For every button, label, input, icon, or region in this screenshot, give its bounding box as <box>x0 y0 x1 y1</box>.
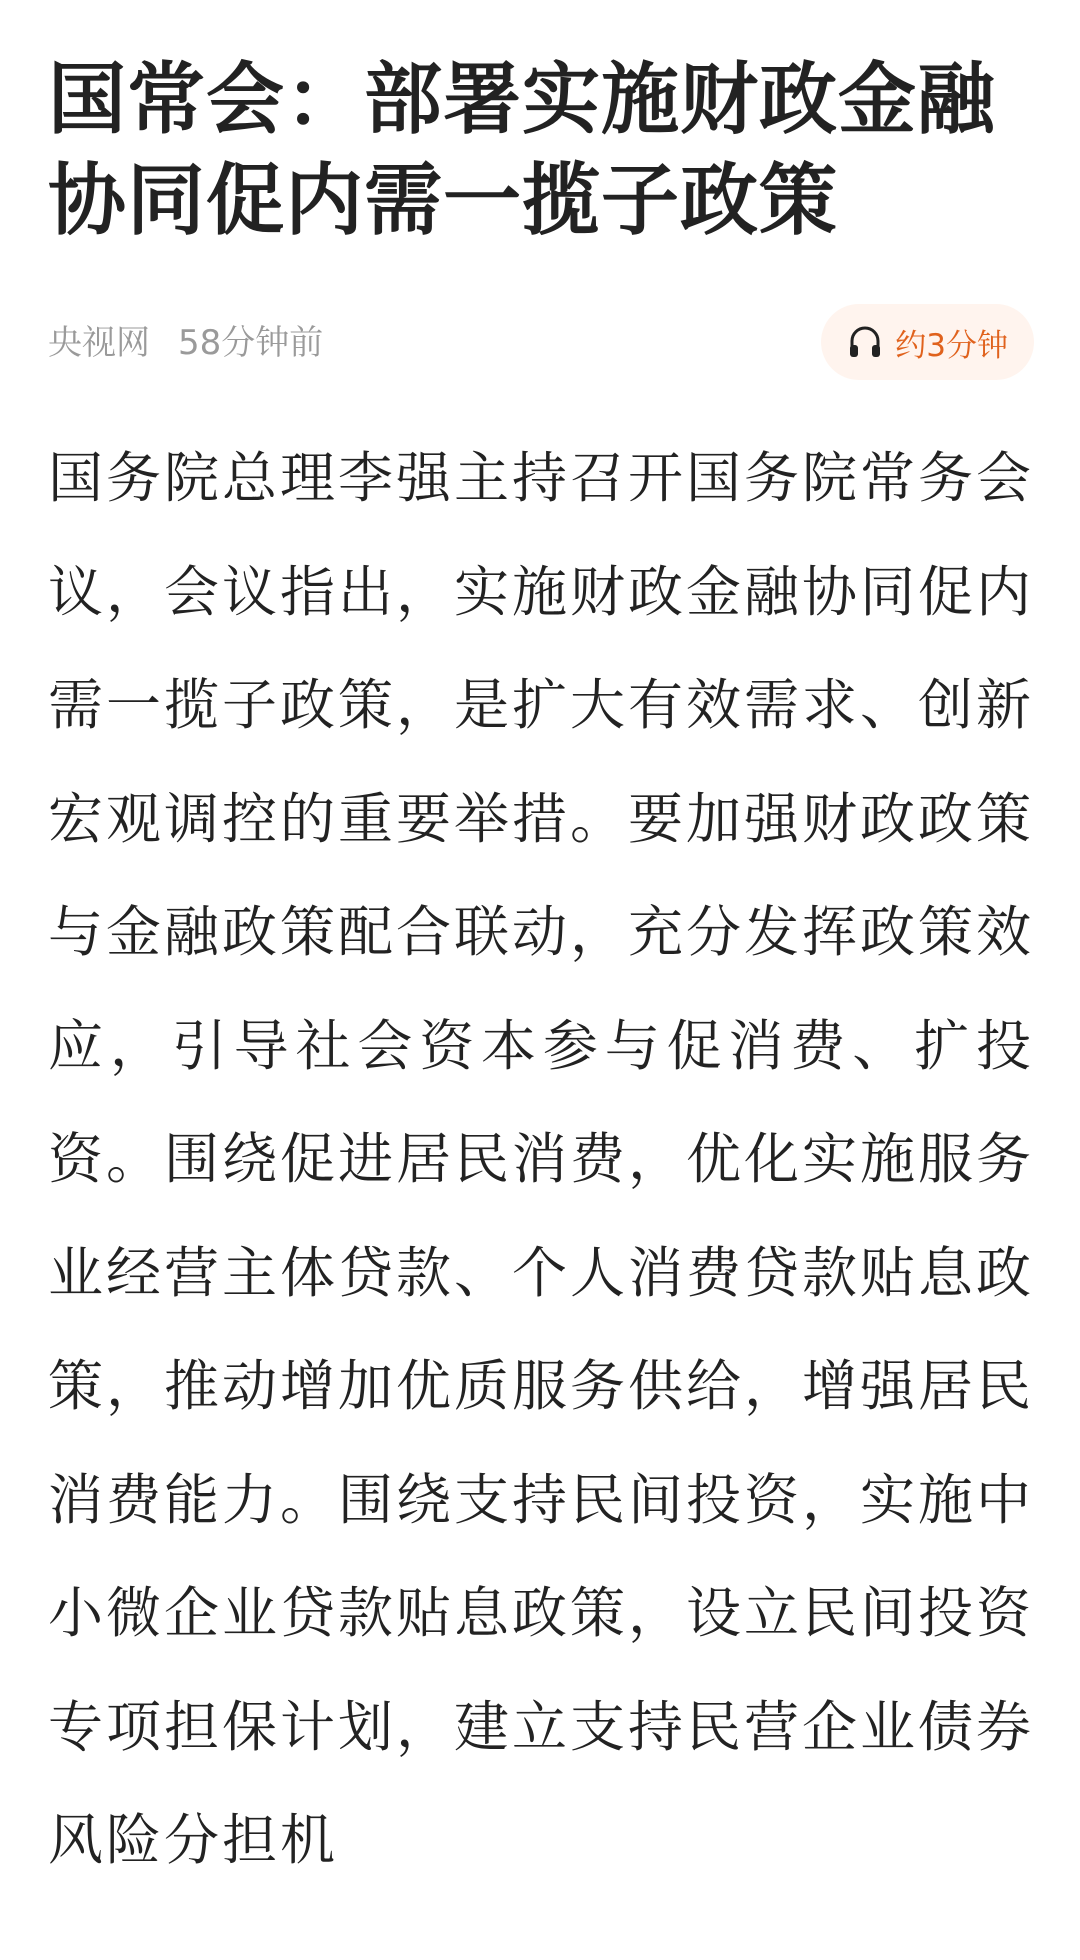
headphones-icon <box>845 322 885 362</box>
publish-time: 58分钟前 <box>178 323 324 363</box>
article <box>48 0 1034 1898</box>
source-name[interactable]: 央视网 <box>48 323 150 363</box>
article-title: 国常会：部署实施财政金融协同促内需一揽子政策 <box>48 55 997 246</box>
article-meta <box>48 304 1034 380</box>
listen-button[interactable] <box>821 304 1034 380</box>
article-body: 国务院总理李强主持召开国务院常务会议，会议指出，实施财政金融协同促内需一揽子政策，是扩大有效需求、创新宏观调控的重要举措。要加强财政政策与金融政策配合联动，充分发挥政策效应，引导社会资本参与促消费、扩投资。围绕促进居民消费，优化实施服务业经营主体贷款、个人消费贷款贴息政策，推动增加优质服务供给，增强居民消费能力。围绕支持民间投资，实施中小微企业贷款贴息政策，设立民间投资专项担保计划，建立支持民营企业债券风险分担机 <box>48 446 1035 1872</box>
source-info <box>48 322 351 364</box>
listen-duration: 约3分钟 <box>895 327 1008 364</box>
